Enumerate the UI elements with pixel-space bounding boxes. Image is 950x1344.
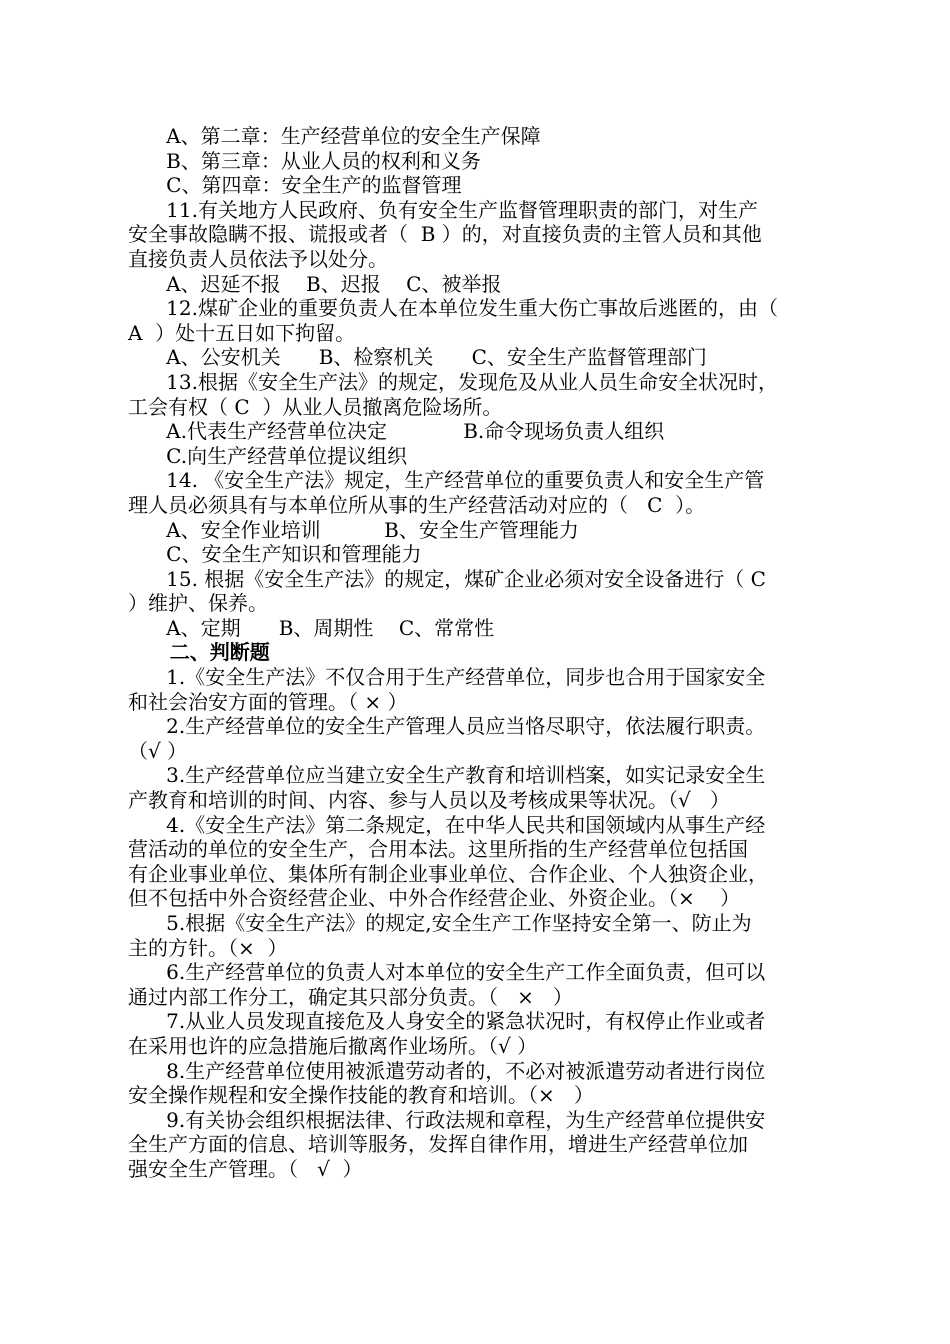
section-heading: 二、判断题: [128, 640, 270, 665]
question-14-options: A、安全作业培训 B、安全生产管理能力: [128, 517, 579, 542]
judgment-4-line: 有企业事业单位、集体所有制企业事业单位、合作企业、个人独资企业，: [128, 861, 768, 886]
judgment-4-line: 但不包括中外合资经营企业、中外合作经营企业、外资企业。（× ）: [128, 886, 741, 911]
option-line: A、第二章：生产经营单位的安全生产保障: [128, 124, 541, 148]
judgment-3-line: 3.生产经营单位应当建立安全生产教育和培训档案，如实记录安全生: [128, 763, 766, 788]
judgment-6-line: 6.生产经营单位的负责人对本单位的安全生产工作全面负责，但可以: [128, 960, 766, 985]
judgment-8-line: 安全操作规程和安全操作技能的教育和培训。（× ）: [128, 1083, 594, 1108]
question-14-line: 理人员必须具有与本单位所从事的生产经营活动对应的（ C ）。: [128, 492, 706, 517]
judgment-1-line: 1.《安全生产法》不仅合用于生产经营单位，同步也合用于国家安全: [128, 665, 766, 690]
judgment-5-line: 5.根据《安全生产法》的规定,安全生产工作坚持安全第一、防止为: [128, 911, 752, 935]
question-14-options: C、安全生产知识和管理能力: [128, 542, 422, 567]
question-15-line: ）维护、保养。: [128, 591, 268, 616]
judgment-7-line: 7.从业人员发现直接危及人身安全的紧急状况时，有权停止作业或者: [128, 1009, 766, 1034]
option-line: B、第三章：从业人员的权利和义务: [128, 148, 481, 173]
question-13-options: A.代表生产经营单位决定 B.命令现场负责人组织: [128, 419, 665, 444]
question-13-options: C.向生产经营单位提议组织: [128, 443, 408, 468]
judgment-6-line: 通过内部工作分工，确定其只部分负责。（ × ）: [128, 984, 573, 1009]
option-line: C、第四章：安全生产的监督管理: [128, 173, 462, 198]
judgment-1-line: 和社会治安方面的管理。（ × ）: [128, 689, 408, 714]
question-11-line: 11.有关地方人民政府、负有安全生产监督管理职责的部门，对生产: [128, 197, 758, 222]
judgment-3-line: 产教育和培训的时间、内容、参与人员以及考核成果等状况。（√ ）: [128, 788, 730, 813]
question-11-options: A、迟延不报 B、迟报 C、被举报: [128, 271, 502, 296]
judgment-4-line: 营活动的单位的安全生产，合用本法。这里所指的生产经营单位包括国: [128, 837, 748, 862]
question-14-line: 14. 《安全生产法》规定，生产经营单位的重要负责人和安全生产管: [128, 468, 765, 493]
question-15-options: A、定期 B、周期性 C、常常性: [128, 615, 495, 640]
question-15-line: 15. 根据《安全生产法》的规定，煤矿企业必须对安全设备进行（ C: [128, 566, 766, 591]
question-12-line: 12.煤矿企业的重要负责人在本单位发生重大伤亡事故后逃匿的，由（: [128, 296, 778, 321]
judgment-2-line: 2.生产经营单位的安全生产管理人员应当恪尽职守，依法履行职责。: [128, 714, 766, 739]
judgment-5-line: 主的方针。（× ）: [128, 935, 288, 960]
judgment-9-line: 全生产方面的信息、培训等服务，发挥自律作用，增进生产经营单位加: [128, 1132, 748, 1157]
document-body: [128, 124, 840, 1182]
judgment-4-line: 4.《安全生产法》第二条规定，在中华人民共和国领域内从事生产经: [128, 812, 766, 837]
judgment-8-line: 8.生产经营单位使用被派遣劳动者的，不必对被派遣劳动者进行岗位: [128, 1058, 766, 1083]
question-11-line: 安全事故隐瞒不报、谎报或者（ B ）的，对直接负责的主管人员和其他: [128, 222, 762, 247]
question-11-line: 直接负责人员依法予以处分。: [128, 246, 388, 271]
question-13-line: 13.根据《安全生产法》的规定，发现危及从业人员生命安全状况时，: [128, 369, 778, 394]
judgment-9-line: 9.有关协会组织根据法律、行政法规和章程，为生产经营单位提供安: [128, 1107, 766, 1132]
judgment-7-line: 在采用也许的应急措施后撤离作业场所。（√ ）: [128, 1033, 538, 1058]
question-12-options: A、公安机关 B、检察机关 C、安全生产监督管理部门: [128, 345, 707, 370]
question-13-line: 工会有权（ C ）从业人员撤离危险场所。: [128, 394, 503, 419]
question-12-line: A ）处十五日如下拘留。: [128, 320, 356, 345]
judgment-9-line: 强安全生产管理。（ √ ）: [128, 1156, 363, 1181]
judgment-2-line: （√ ）: [128, 738, 188, 763]
